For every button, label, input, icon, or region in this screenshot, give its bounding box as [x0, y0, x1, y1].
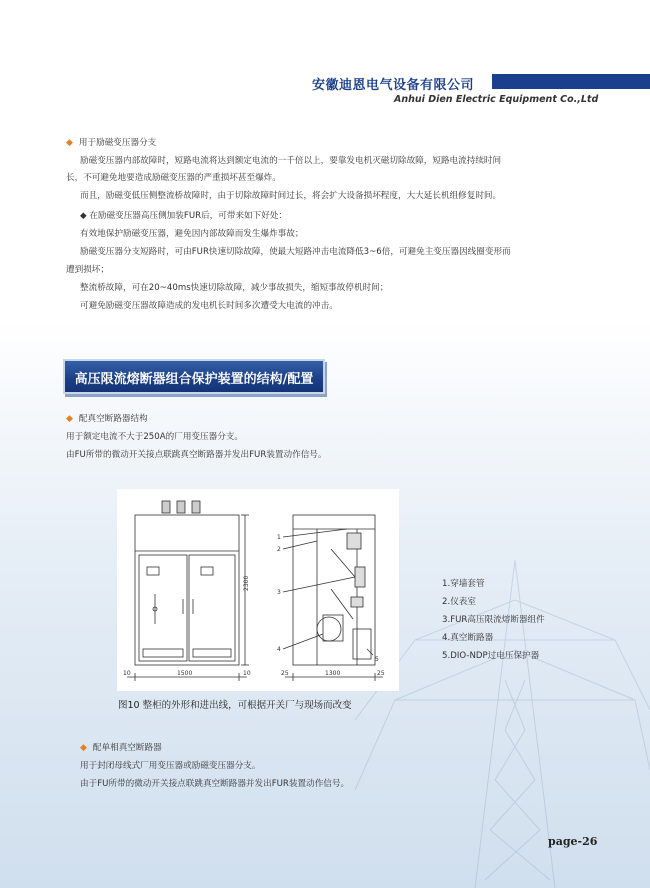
paragraph-line: 用于封闭母线式厂用变压器或励磁变压器分支。 — [80, 761, 261, 771]
dim-side-width: 1300 — [325, 670, 341, 677]
dim-height-label: 2300 — [243, 575, 250, 591]
callout-1: 1 — [277, 534, 281, 541]
excitation-heading-text: 用于励磁变压器分支 — [78, 138, 157, 148]
callout-4: 4 — [277, 646, 281, 653]
paragraph-line: 整流桥故障，可在20~40ms快速切除故障，减少事故损失，缩短事故停机时间； — [80, 283, 389, 293]
legend-item: 4.真空断路器 — [442, 633, 494, 643]
header-accent-bar — [492, 74, 650, 89]
cabinet-drawing — [117, 489, 399, 691]
figure-caption: 图10 整柜的外形和进出线，可根据开关厂与现场而改变 — [118, 700, 352, 711]
dim-front-width: 1500 — [177, 670, 193, 677]
paragraph-line: 励磁变压器内部故障时，短路电流将达到额定电流的一千倍以上，要靠发电机灭磁切除故障，短路电流持续时间 — [80, 156, 502, 166]
callout-5: 5 — [375, 656, 379, 663]
vacuum-heading — [66, 411, 148, 427]
paragraph-line: 长，不可避免地要造成励磁变压器的严重损坏甚至爆炸。 — [66, 173, 281, 183]
legend-item: 1.穿墙套管 — [442, 579, 485, 589]
dim-side-margin: 25 — [281, 670, 289, 677]
dim-left-margin: 10 — [123, 670, 131, 677]
cabinet-drawing-figure — [117, 489, 399, 691]
legend-item: 2.仪表室 — [442, 597, 476, 607]
section-title-bar — [63, 359, 325, 394]
excitation-heading — [66, 135, 156, 151]
paragraph-line: 用于额定电流不大于250A的厂用变压器分支。 — [66, 432, 243, 442]
company-name-cn: 安徽迪恩电气设备有限公司 — [312, 78, 475, 93]
diamond-bullet-icon: ◆ — [80, 743, 87, 753]
company-name-en: Anhui Dien Electric Equipment Co.,Ltd — [394, 94, 599, 105]
diamond-bullet-icon: ◆ — [66, 138, 73, 148]
single-phase-heading-text: 配单相真空断路器 — [92, 743, 162, 753]
paragraph-line: 由FU所带的微动开关接点联跳真空断路器并发出FUR装置动作信号。 — [66, 450, 327, 460]
page-number: page-26 — [548, 835, 598, 848]
paragraph-line: ◆ 在励磁变压器高压侧加装FUR后，可带来如下好处： — [80, 211, 288, 221]
callout-2: 2 — [277, 546, 281, 553]
dim-left-margin-2: 10 — [243, 670, 251, 677]
section-title: 高压限流熔断器组合保护装置的结构/配置 — [74, 372, 314, 387]
paragraph-line: 可避免励磁变压器故障造成的发电机长时间多次遭受大电流的冲击。 — [80, 301, 338, 311]
diamond-bullet-icon: ◆ — [66, 414, 73, 424]
paragraph-line: 由于FU所带的微动开关接点联跳真空断路器并发出FUR装置动作信号。 — [80, 779, 350, 789]
vacuum-heading-text: 配真空断路器结构 — [78, 414, 148, 424]
power-tower-illustration — [355, 560, 650, 888]
single-phase-heading — [80, 740, 162, 756]
legend-item: 3.FUR高压限流熔断器组件 — [442, 615, 545, 625]
paragraph-line: 遭到损坏； — [66, 265, 109, 275]
paragraph-line: 励磁变压器分支短路时，可由FUR快速切除故障，使最大短路冲击电流降低3~6倍，可避免主变压器因线圈变形而 — [80, 247, 511, 257]
paragraph-line: 而且，励磁变低压侧整流桥故障时，由于切除故障时间过长，将会扩大设备损坏程度，大大延长机组修复时间。 — [80, 191, 502, 201]
paragraph-line: 有效地保护励磁变压器，避免因内部故障而发生爆炸事故； — [80, 229, 304, 239]
callout-3: 3 — [277, 589, 281, 596]
dim-side-margin-2: 25 — [377, 670, 385, 677]
legend-item: 5.DIO-NDP过电压保护器 — [442, 651, 540, 661]
